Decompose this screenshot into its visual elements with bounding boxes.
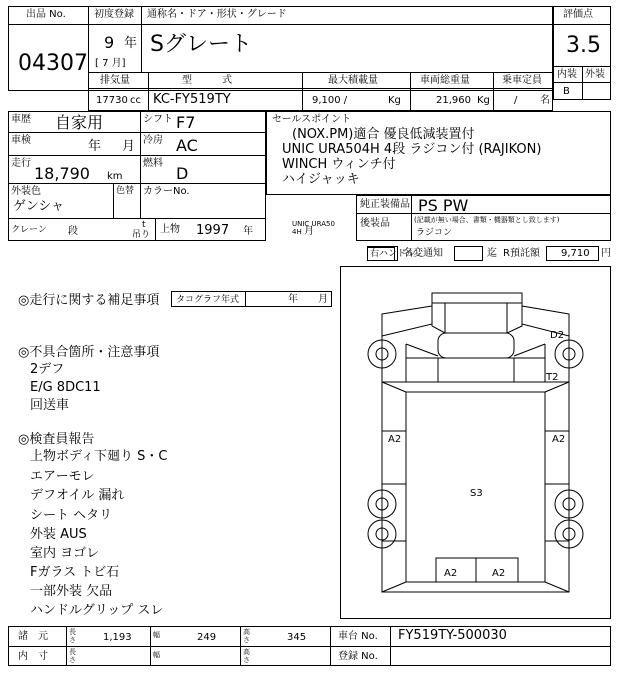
exterior-label: 外装 xyxy=(585,69,605,80)
driving-notes-title: ◎走行に関する補足事項 xyxy=(18,293,160,308)
equipment-value: PS PW xyxy=(418,196,469,215)
aftermarket-note: (記載が無い場合、書類・機器類とし致します) xyxy=(414,216,560,224)
crane-stage: 段 xyxy=(68,226,78,237)
diagram-mark-a2-left: A2 xyxy=(388,434,402,445)
aftermarket-value: ラジコン xyxy=(416,228,453,238)
inspector-note-8: 一部外装 欠品 xyxy=(30,584,113,599)
crane-lift: 吊り xyxy=(132,230,151,240)
inspector-title: ◎検査員報告 xyxy=(18,432,95,447)
inspector-note-7: Fガラス トビ石 xyxy=(30,565,120,580)
equipment-label: 純正装備品 xyxy=(360,199,410,210)
inspector-note-4: シート ヘタリ xyxy=(30,508,113,523)
capacity-label: 乗車定員 xyxy=(502,75,542,86)
inspection-label: 車検 xyxy=(11,135,31,146)
body-label: 上物 xyxy=(160,224,180,235)
recycle-label: R預託額 xyxy=(503,248,540,259)
reg-label: 初度登録 xyxy=(94,9,134,20)
capacity-unit: 名 xyxy=(540,95,550,106)
defects-title: ◎不具合箇所・注意事項 xyxy=(18,345,160,360)
chassis-value: FY519TY-500030 xyxy=(398,628,507,643)
diagram-mark-a2-right: A2 xyxy=(552,434,566,445)
fuel-value: D xyxy=(176,164,189,183)
width-value: 249 xyxy=(197,632,217,643)
body-year: 1997 xyxy=(196,223,230,238)
body-model: UNIC URA50 4H xyxy=(292,220,335,236)
sales-point-3: WINCH ウィンチ付 xyxy=(282,157,396,172)
height-label: 高さ xyxy=(243,628,250,644)
color-label: 外装色 xyxy=(11,186,41,197)
shift-label: シフト xyxy=(143,114,173,125)
recycle-value: 9,710 xyxy=(561,248,590,259)
inner-height-label: 高さ xyxy=(243,648,250,664)
diagram-mark-a2-rear-right: A2 xyxy=(492,568,506,579)
gross-weight-value: 21,960 xyxy=(436,95,471,106)
name-change-box xyxy=(454,246,483,261)
diagram-mark-a2-rear-left: A2 xyxy=(444,568,458,579)
gross-weight-unit: Kg xyxy=(477,95,490,106)
name-change-label: 名変通知 xyxy=(403,248,443,259)
diagram-mark-s3: S3 xyxy=(470,488,483,499)
inspector-note-6: 室内 ヨゴレ xyxy=(30,546,100,561)
tacho-month: 月 xyxy=(318,294,328,305)
interior-score: B xyxy=(563,86,570,97)
inspector-note-2: エアーモレ xyxy=(30,469,95,484)
tacho-label: タコグラフ年式 xyxy=(176,295,240,305)
mileage-unit: km xyxy=(107,171,123,182)
inspector-note-3: デフオイル 漏れ xyxy=(30,488,125,503)
color-change-label: 色替 xyxy=(116,186,135,196)
inspector-note-9: ハンドルグリップ スレ xyxy=(30,603,164,618)
interior-label: 内装 xyxy=(557,69,577,80)
dims-label: 諸 元 xyxy=(18,631,48,642)
color-code-label: カラーNo. xyxy=(143,186,190,197)
sales-points-label: セールスポイント xyxy=(272,114,352,125)
capacity-value: / xyxy=(514,95,518,106)
crane-label: クレーン xyxy=(11,225,47,235)
mileage-value: 18,790 xyxy=(34,164,90,183)
reg-year-unit: 年 xyxy=(124,36,138,51)
score-label: 評価点 xyxy=(563,9,593,20)
inner-width-label: 幅 xyxy=(153,651,160,659)
recycle-unit: 円 xyxy=(601,248,611,259)
model-value: KC-FY519TY xyxy=(153,92,231,107)
sales-point-4: ハイジャッキ xyxy=(282,172,360,187)
sales-point-1: (NOX.PM)適合 優良低減装置付 xyxy=(292,127,475,142)
shift-value: F7 xyxy=(176,113,196,132)
max-load-value: 9,100 / xyxy=(312,95,348,106)
defect-1: 2デフ xyxy=(30,362,65,377)
displacement-value: 17730 xyxy=(96,95,128,106)
fuel-label: 燃料 xyxy=(143,158,163,169)
max-load-label: 最大積載量 xyxy=(328,75,378,86)
grade-name: Sグレート xyxy=(150,32,252,57)
name-label: 通称名・ドア・形状・グレード xyxy=(147,9,287,20)
ac-label: 冷房 xyxy=(143,135,163,146)
tacho-year: 年 xyxy=(288,294,298,305)
model-label: 型 式 xyxy=(182,75,232,86)
gross-weight-label: 車両総重量 xyxy=(420,75,470,86)
displacement-unit: cc xyxy=(130,95,141,106)
lot-number: 04307 xyxy=(18,51,88,76)
sales-point-2: UNIC URA504H 4段 ラジコン付 (RAJIKON) xyxy=(282,142,542,157)
defect-3: 回送車 xyxy=(30,398,70,413)
length-label: 長さ xyxy=(69,628,76,644)
reg-year: 9 xyxy=(104,33,115,52)
body-year-unit: 年 xyxy=(243,226,253,237)
width-label: 幅 xyxy=(153,631,160,639)
max-load-unit: Kg xyxy=(388,95,401,106)
inspection-month: 月 xyxy=(122,139,136,154)
handle-value: 右ハンドル xyxy=(370,249,416,259)
defect-2: E/G 8DC11 xyxy=(30,380,101,395)
diagram-mark-t2: T2 xyxy=(546,372,559,383)
reg-no-label: 登録 No. xyxy=(338,651,378,662)
chassis-label: 車台 No. xyxy=(338,631,378,642)
history-label: 車歴 xyxy=(11,114,31,125)
truck-diagram xyxy=(340,266,611,619)
lot-no-label: 出品 No. xyxy=(26,9,66,20)
ac-value: AC xyxy=(176,136,198,155)
inner-dims-label: 内 寸 xyxy=(18,651,48,662)
aftermarket-label: 後装品 xyxy=(360,218,390,229)
length-value: 1,193 xyxy=(103,632,132,643)
inspector-note-5: 外装 AUS xyxy=(30,527,87,542)
inspector-note-1: 上物ボディ下廻り S・C xyxy=(30,449,168,464)
body-month-unit: 月 xyxy=(304,226,314,237)
color-value: ゲンシャ xyxy=(13,199,65,214)
reg-month: [ 7 月] xyxy=(95,58,126,69)
diagram-mark-d2: D2 xyxy=(550,330,565,341)
history-value: 自家用 xyxy=(55,113,104,132)
inner-length-label: 長さ xyxy=(69,648,76,664)
deadline-label: 迄 xyxy=(487,248,497,259)
height-value: 345 xyxy=(287,632,307,643)
inspection-year: 年 xyxy=(88,139,102,154)
mileage-label: 走行 xyxy=(11,158,31,169)
score-value: 3.5 xyxy=(566,33,601,58)
displacement-label: 排気量 xyxy=(100,75,130,86)
crane-ton: t xyxy=(142,220,146,230)
